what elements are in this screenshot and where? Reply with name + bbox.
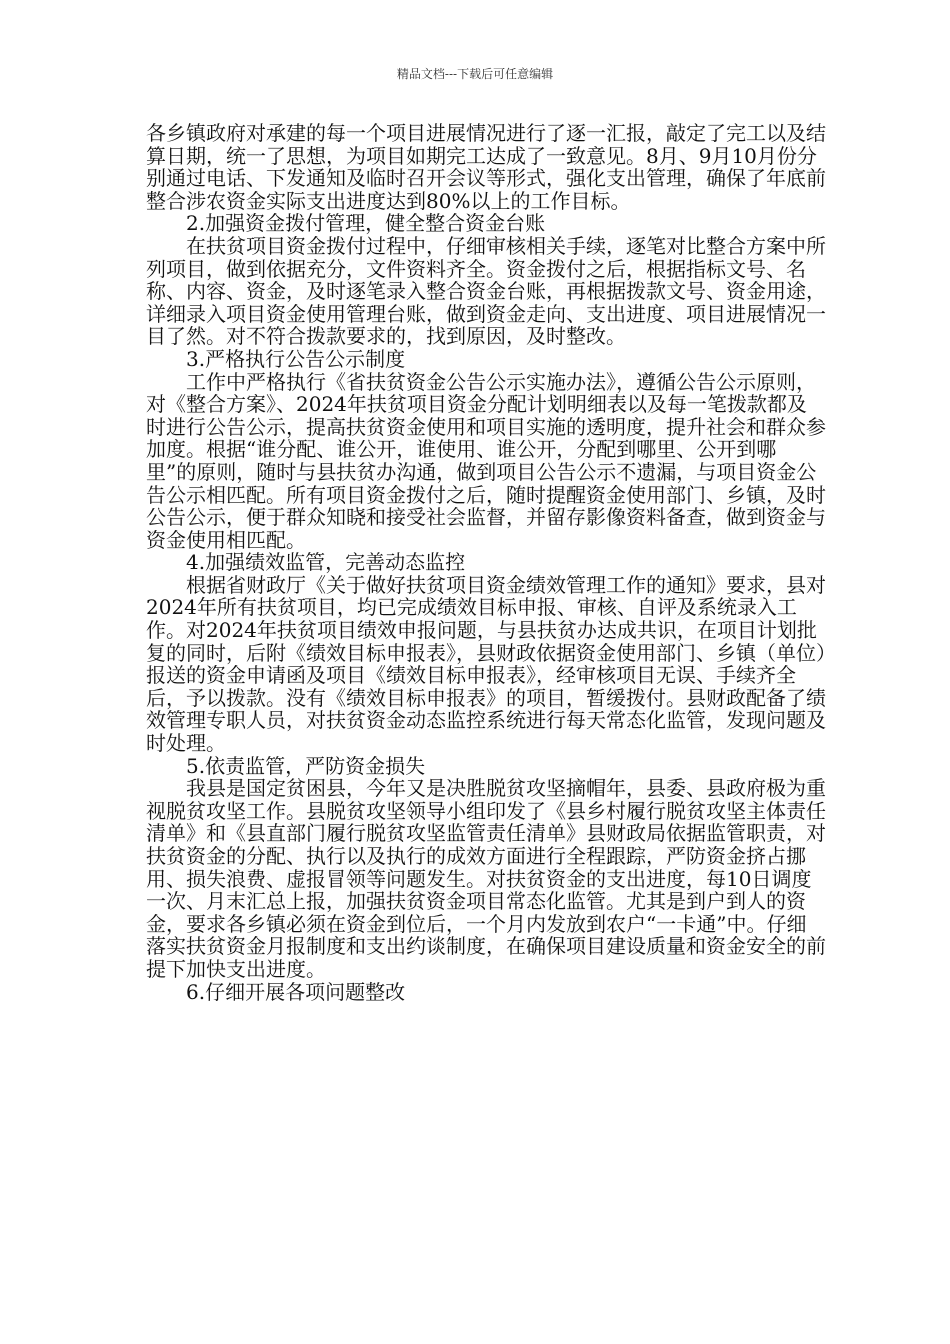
paragraph-section-3: 工作中严格执行《省扶贫资金公告公示实施办法》，遵循公告公示原则，对《整合方案》、2024年扶贫项目资金分配计划明细表以及每一笔拨款都及时进行公告公示，提高扶贫资金使用和项目实施的透明度，提升社会和群众参加度。根据“谁分配、谁公开，谁使用、谁公开，分配到哪里、公开到哪里”的原则，随时与县扶贫办沟通，做到项目公告公示不遗漏，与项目资金公告公示相匹配。所有项目资金拨付之后，随时提醒资金使用部门、乡镇，及时公告公示，便于群众知晓和接受社会监督，并留存影像资料备查，做到资金与资金使用相匹配。 — [146, 369, 826, 552]
section-heading-6: 6.仔细开展各项问题整改 — [186, 979, 406, 1004]
section-heading-5: 5.依责监管，严防资金损失 — [186, 753, 426, 778]
section-heading-4: 4.加强绩效监管，完善动态监控 — [186, 550, 466, 575]
document-body — [146, 122, 826, 1003]
section-heading-3: 3.严格执行公告公示制度 — [186, 346, 406, 371]
paragraph-section-5: 我县是国定贫困县，今年又是决胜脱贫攻坚摘帽年，县委、县政府极为重视脱贫攻坚工作。县脱贫攻坚领导小组印发了《县乡村履行脱贫攻坚主体责任清单》和《县直部门履行脱贫攻坚监管责任清单》县财政局依据监管职责，对扶贫资金的分配、执行以及执行的成效方面进行全程跟踪，严防资金挤占挪用、损失浪费、虚报冒领等问题发生。对扶贫资金的支出进度，每10日调度一次、月末汇总上报，加强扶贫资金项目常态化监管。尤其是到户到人的资金，要求各乡镇必须在资金到位后，一个月内发放到农户“一卡通”中。仔细落实扶贫资金月报制度和支出约谈制度，在确保项目建设质量和资金安全的前提下加快支出进度。 — [146, 776, 826, 981]
paragraph-intro: 各乡镇政府对承建的每一个项目进展情况进行了逐一汇报，敲定了完工以及结算日期，统一了思想，为项目如期完工达成了一致意见。8月、9月10月份分别通过电话、下发通知及临时召开会议等形式，强化支出管理，确保了年底前整合涉农资金实际支出进度达到80%以上的工作目标。 — [146, 121, 826, 213]
section-heading-2: 2.加强资金拨付管理，健全整合资金台账 — [186, 211, 546, 236]
paragraph-section-2: 在扶贫项目资金拨付过程中，仔细审核相关手续，逐笔对比整合方案中所列项目，做到依据充分，文件资料齐全。资金拨付之后，根据指标文号、名称、内容、资金，及时逐笔录入整合资金台账，再根据拨款文号、资金用途，详细录入项目资金使用管理台账，做到资金走向、支出进度、项目进展情况一目了然。对不符合拨款要求的，找到原因，及时整改。 — [146, 233, 826, 349]
paragraph-section-4: 根据省财政厅《关于做好扶贫项目资金绩效管理工作的通知》要求，县对2024年所有扶贫项目，均已完成绩效目标申报、审核、自评及系统录入工作。对2024年扶贫项目绩效申报问题，与县扶贫办达成共识，在项目计划批复的同时，后附《绩效目标申报表》，县财政依据资金使用部门、乡镇（单位）报送的资金申请函及项目《绩效目标申报表》，经审核项目无误、手续齐全后，予以拨款。没有《绩效目标申报表》的项目，暂缓拨付。县财政配备了绩效管理专职人员，对扶贫资金动态监控系统进行每天常态化监管，发现问题及时处理。 — [146, 572, 826, 756]
page-header: 精品文档---下载后可任意编辑 — [396, 67, 554, 81]
